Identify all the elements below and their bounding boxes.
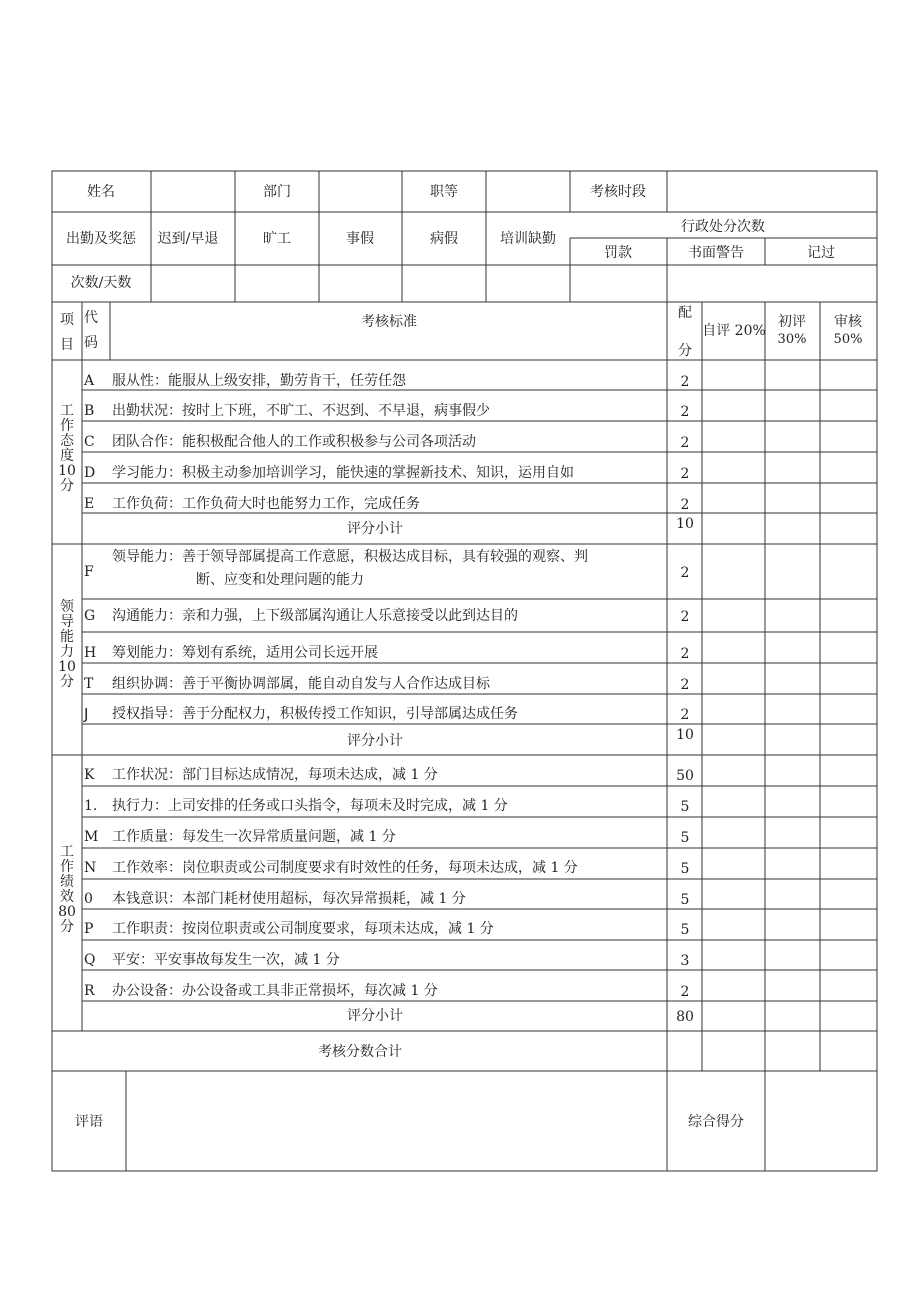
row-standard: 工作负荷：工作负荷大时也能努力工作，完成任务 (112, 496, 420, 512)
row-standard: 团队合作：能积极配合他人的工作或积极参与公司各项活动 (112, 434, 476, 450)
subtotal-label: 评分小计 (347, 1008, 403, 1024)
row-code: Q (84, 952, 96, 968)
row-code: R (84, 983, 95, 999)
review-header-top: 审核 (834, 314, 862, 330)
row-standard: 工作职责：按岗位职责或公司制度要求，每项未达成，减 1 分 (112, 921, 494, 937)
admin-penalty-label: 行政处分次数 (681, 219, 765, 235)
late-early-label: 迟到/早退 (157, 231, 219, 247)
subtotal-score: 80 (676, 1009, 694, 1025)
row-score: 2 (680, 466, 690, 482)
item-col-bottom: 目 (60, 337, 74, 353)
row-standard-continued: 断、应变和处理问题的能力 (196, 572, 364, 588)
row-score: 50 (676, 768, 694, 784)
row-score: 5 (680, 861, 690, 877)
subtotal-label: 评分小计 (347, 733, 403, 749)
row-standard: 组织协调：善于平衡协调部属，能自动自发与人合作达成目标 (112, 676, 490, 692)
row-score: 2 (680, 707, 690, 723)
row-standard: 执行力：上司安排的任务或口头指令，每项未及时完成，减 1 分 (112, 798, 508, 814)
training-absence-label: 培训缺勤 (500, 231, 556, 247)
row-score: 5 (680, 892, 690, 908)
row-code: 1. (84, 798, 98, 814)
row-score: 5 (680, 830, 690, 846)
row-score: 2 (680, 677, 690, 693)
row-code: H (84, 645, 97, 661)
row-score: 2 (680, 646, 690, 662)
absent-label: 旷工 (263, 231, 291, 247)
name-label: 姓名 (87, 184, 115, 200)
row-code: P (84, 921, 94, 937)
row-code: E (84, 496, 95, 512)
row-standard: 领导能力：善于领导部属提高工作意愿，积极达成目标，具有较强的观察、判 (112, 549, 588, 565)
row-standard: 工作效率：岗位职责或公司制度要求有时效性的任务，每项未达成，减 1 分 (112, 860, 578, 876)
period-label: 考核时段 (590, 184, 646, 200)
score-col-top: 配 (678, 305, 692, 321)
initial-eval-header-bottom: 30% (777, 332, 807, 347)
row-code: G (84, 608, 96, 624)
row-code: T (84, 676, 94, 692)
row-score: 2 (680, 404, 690, 420)
row-code: J (84, 705, 89, 723)
row-score: 2 (680, 497, 690, 513)
row-standard: 办公设备：办公设备或工具非正常损坏，每次减 1 分 (112, 983, 438, 999)
row-standard: 工作状况：部门目标达成情况，每项未达成，减 1 分 (112, 767, 438, 783)
code-col-bottom: 码 (84, 335, 98, 351)
row-code: B (84, 403, 95, 419)
sick-leave-label: 病假 (430, 231, 458, 247)
self-eval-header: 自评 20% (702, 323, 766, 339)
row-code: N (84, 860, 97, 876)
section-title-leadership: 领导能力10分 (58, 599, 76, 690)
written-warning-label: 书面警告 (688, 245, 744, 261)
row-standard: 工作质量：每发生一次异常质量问题，减 1 分 (112, 829, 396, 845)
subtotal-label: 评分小计 (347, 521, 403, 537)
demerit-label: 记过 (807, 245, 835, 261)
row-score: 5 (680, 922, 690, 938)
row-code: K (84, 767, 95, 783)
row-code: F (84, 564, 94, 580)
row-code: M (84, 829, 99, 845)
row-code: 0 (84, 891, 93, 907)
dept-label: 部门 (263, 184, 291, 200)
item-col-top: 项 (60, 312, 74, 328)
row-score: 2 (680, 609, 690, 625)
row-standard: 平安：平安事故每发生一次，减 1 分 (112, 952, 340, 968)
row-score: 2 (680, 374, 690, 390)
subtotal-score: 10 (676, 516, 694, 532)
comment-label: 评语 (75, 1114, 103, 1130)
row-standard: 服从性：能服从上级安排，勤劳肯干，任劳任怨 (112, 373, 406, 389)
review-header-bottom: 50% (833, 332, 863, 347)
row-code: A (84, 373, 95, 389)
row-code: C (84, 434, 95, 450)
row-score: 3 (680, 953, 690, 969)
row-score: 2 (680, 984, 690, 1000)
count-days-label: 次数/天数 (70, 275, 132, 291)
overall-score-label: 综合得分 (688, 1114, 744, 1130)
grade-label: 职等 (430, 184, 458, 200)
subtotal-score: 10 (676, 727, 694, 743)
row-standard: 本钱意识：本部门耗材使用超标，每次异常损耗，减 1 分 (112, 891, 466, 907)
attendance-label: 出勤及奖惩 (66, 231, 136, 247)
code-col-top: 代 (84, 310, 98, 326)
row-standard: 筹划能力：筹划有系统，适用公司长远开展 (112, 645, 378, 661)
row-standard: 出勤状况：按时上下班，不旷工、不迟到、不早退，病事假少 (112, 403, 490, 419)
fine-label: 罚款 (604, 245, 632, 261)
row-score: 5 (680, 799, 690, 815)
row-score: 2 (680, 565, 690, 581)
score-col-bottom: 分 (678, 343, 692, 359)
row-standard: 授权指导：善于分配权力，积极传授工作知识，引导部属达成任务 (112, 706, 518, 722)
section-title-performance: 工作绩效80分 (58, 844, 76, 935)
row-code: D (84, 465, 96, 481)
section-title-attitude: 工作态度10分 (58, 403, 76, 494)
personal-leave-label: 事假 (346, 231, 374, 247)
row-standard: 学习能力：积极主动参加培训学习，能快速的掌握新技术、知识，运用自如 (112, 465, 574, 481)
standard-col-header: 考核标准 (361, 314, 417, 330)
initial-eval-header-top: 初评 (778, 314, 806, 330)
row-standard: 沟通能力：亲和力强，上下级部属沟通让人乐意接受以此到达目的 (112, 608, 518, 624)
row-score: 2 (680, 435, 690, 451)
total-score-label: 考核分数合计 (318, 1044, 402, 1060)
